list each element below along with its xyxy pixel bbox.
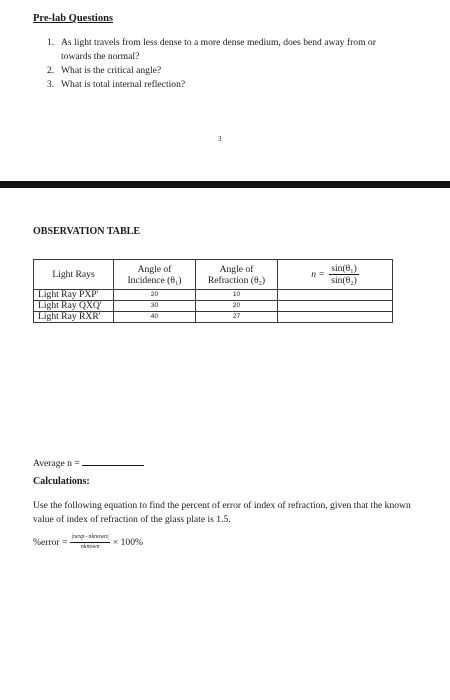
question-item bbox=[47, 78, 402, 92]
average-n-blank bbox=[82, 465, 144, 466]
cell-n bbox=[278, 290, 393, 301]
error-formula-rhs: × 100% bbox=[112, 536, 143, 548]
cell-incidence: 30 bbox=[114, 301, 196, 312]
question-item bbox=[47, 36, 402, 64]
page-number: 3 bbox=[218, 135, 222, 143]
cell-light-ray: Light Ray QXQ' bbox=[34, 301, 114, 312]
average-n-label: Average n = bbox=[33, 458, 80, 469]
question-number: 2. bbox=[47, 65, 55, 76]
header-angle-refraction bbox=[196, 260, 278, 290]
formula-n-lhs: n = bbox=[311, 268, 325, 280]
question-text: What is total internal reflection? bbox=[61, 79, 186, 90]
header-incidence-line1: Angle of bbox=[137, 263, 172, 275]
average-n-line bbox=[33, 458, 144, 469]
table-row bbox=[34, 290, 393, 301]
error-formula-fraction bbox=[70, 533, 109, 551]
header-refraction-line1: Angle of bbox=[219, 263, 254, 275]
cell-n bbox=[278, 312, 393, 323]
prelab-question-list bbox=[47, 36, 402, 92]
question-text: As light travels from less dense to a more dense medium, does bend away from or towards the normal? bbox=[61, 37, 376, 62]
question-item bbox=[47, 64, 402, 78]
cell-refraction: 27 bbox=[196, 312, 278, 323]
table-header-row bbox=[34, 260, 393, 290]
header-light-rays bbox=[34, 260, 114, 290]
cell-refraction: 20 bbox=[196, 301, 278, 312]
header-angle-incidence bbox=[114, 260, 196, 290]
cell-incidence: 40 bbox=[114, 312, 196, 323]
question-number: 3. bbox=[47, 79, 55, 90]
formula-n-fraction bbox=[329, 263, 359, 286]
cell-light-ray: Light Ray PXP' bbox=[34, 290, 114, 301]
formula-n-numerator: sin(θ₁) bbox=[331, 263, 357, 274]
formula-n-denominator: sin(θ₂) bbox=[331, 275, 357, 286]
observation-table-title: OBSERVATION TABLE bbox=[33, 226, 141, 237]
percent-error-formula bbox=[33, 533, 143, 551]
calculations-instructions: Use the following equation to find the percent of error of index of refraction, given that the known value of index of refraction of the glass plate is 1.5. bbox=[33, 500, 411, 525]
header-refraction-line2: Refraction (θ₂) bbox=[207, 274, 266, 286]
table-row bbox=[34, 301, 393, 312]
observation-table bbox=[33, 259, 393, 323]
cell-incidence: 20 bbox=[114, 290, 196, 301]
cell-light-ray: Light Ray RXR' bbox=[34, 312, 114, 323]
table-row bbox=[34, 312, 393, 323]
header-light-rays-label: Light Rays bbox=[52, 269, 95, 280]
prelab-title: Pre-lab Questions bbox=[33, 13, 114, 24]
error-formula-lhs: %error = bbox=[33, 536, 68, 548]
cell-n bbox=[278, 301, 393, 312]
question-text: What is the critical angle? bbox=[61, 65, 162, 76]
header-incidence-line2: Incidence (θ₁) bbox=[127, 274, 182, 286]
error-formula-numerator: |nexp−nknown| bbox=[70, 533, 109, 543]
error-formula-denominator: nknown bbox=[80, 544, 100, 550]
calculations-title: Calculations: bbox=[33, 476, 90, 487]
question-number: 1. bbox=[47, 37, 55, 48]
page-divider bbox=[0, 181, 450, 188]
cell-refraction: 10 bbox=[196, 290, 278, 301]
header-refractive-index-formula bbox=[278, 260, 393, 290]
